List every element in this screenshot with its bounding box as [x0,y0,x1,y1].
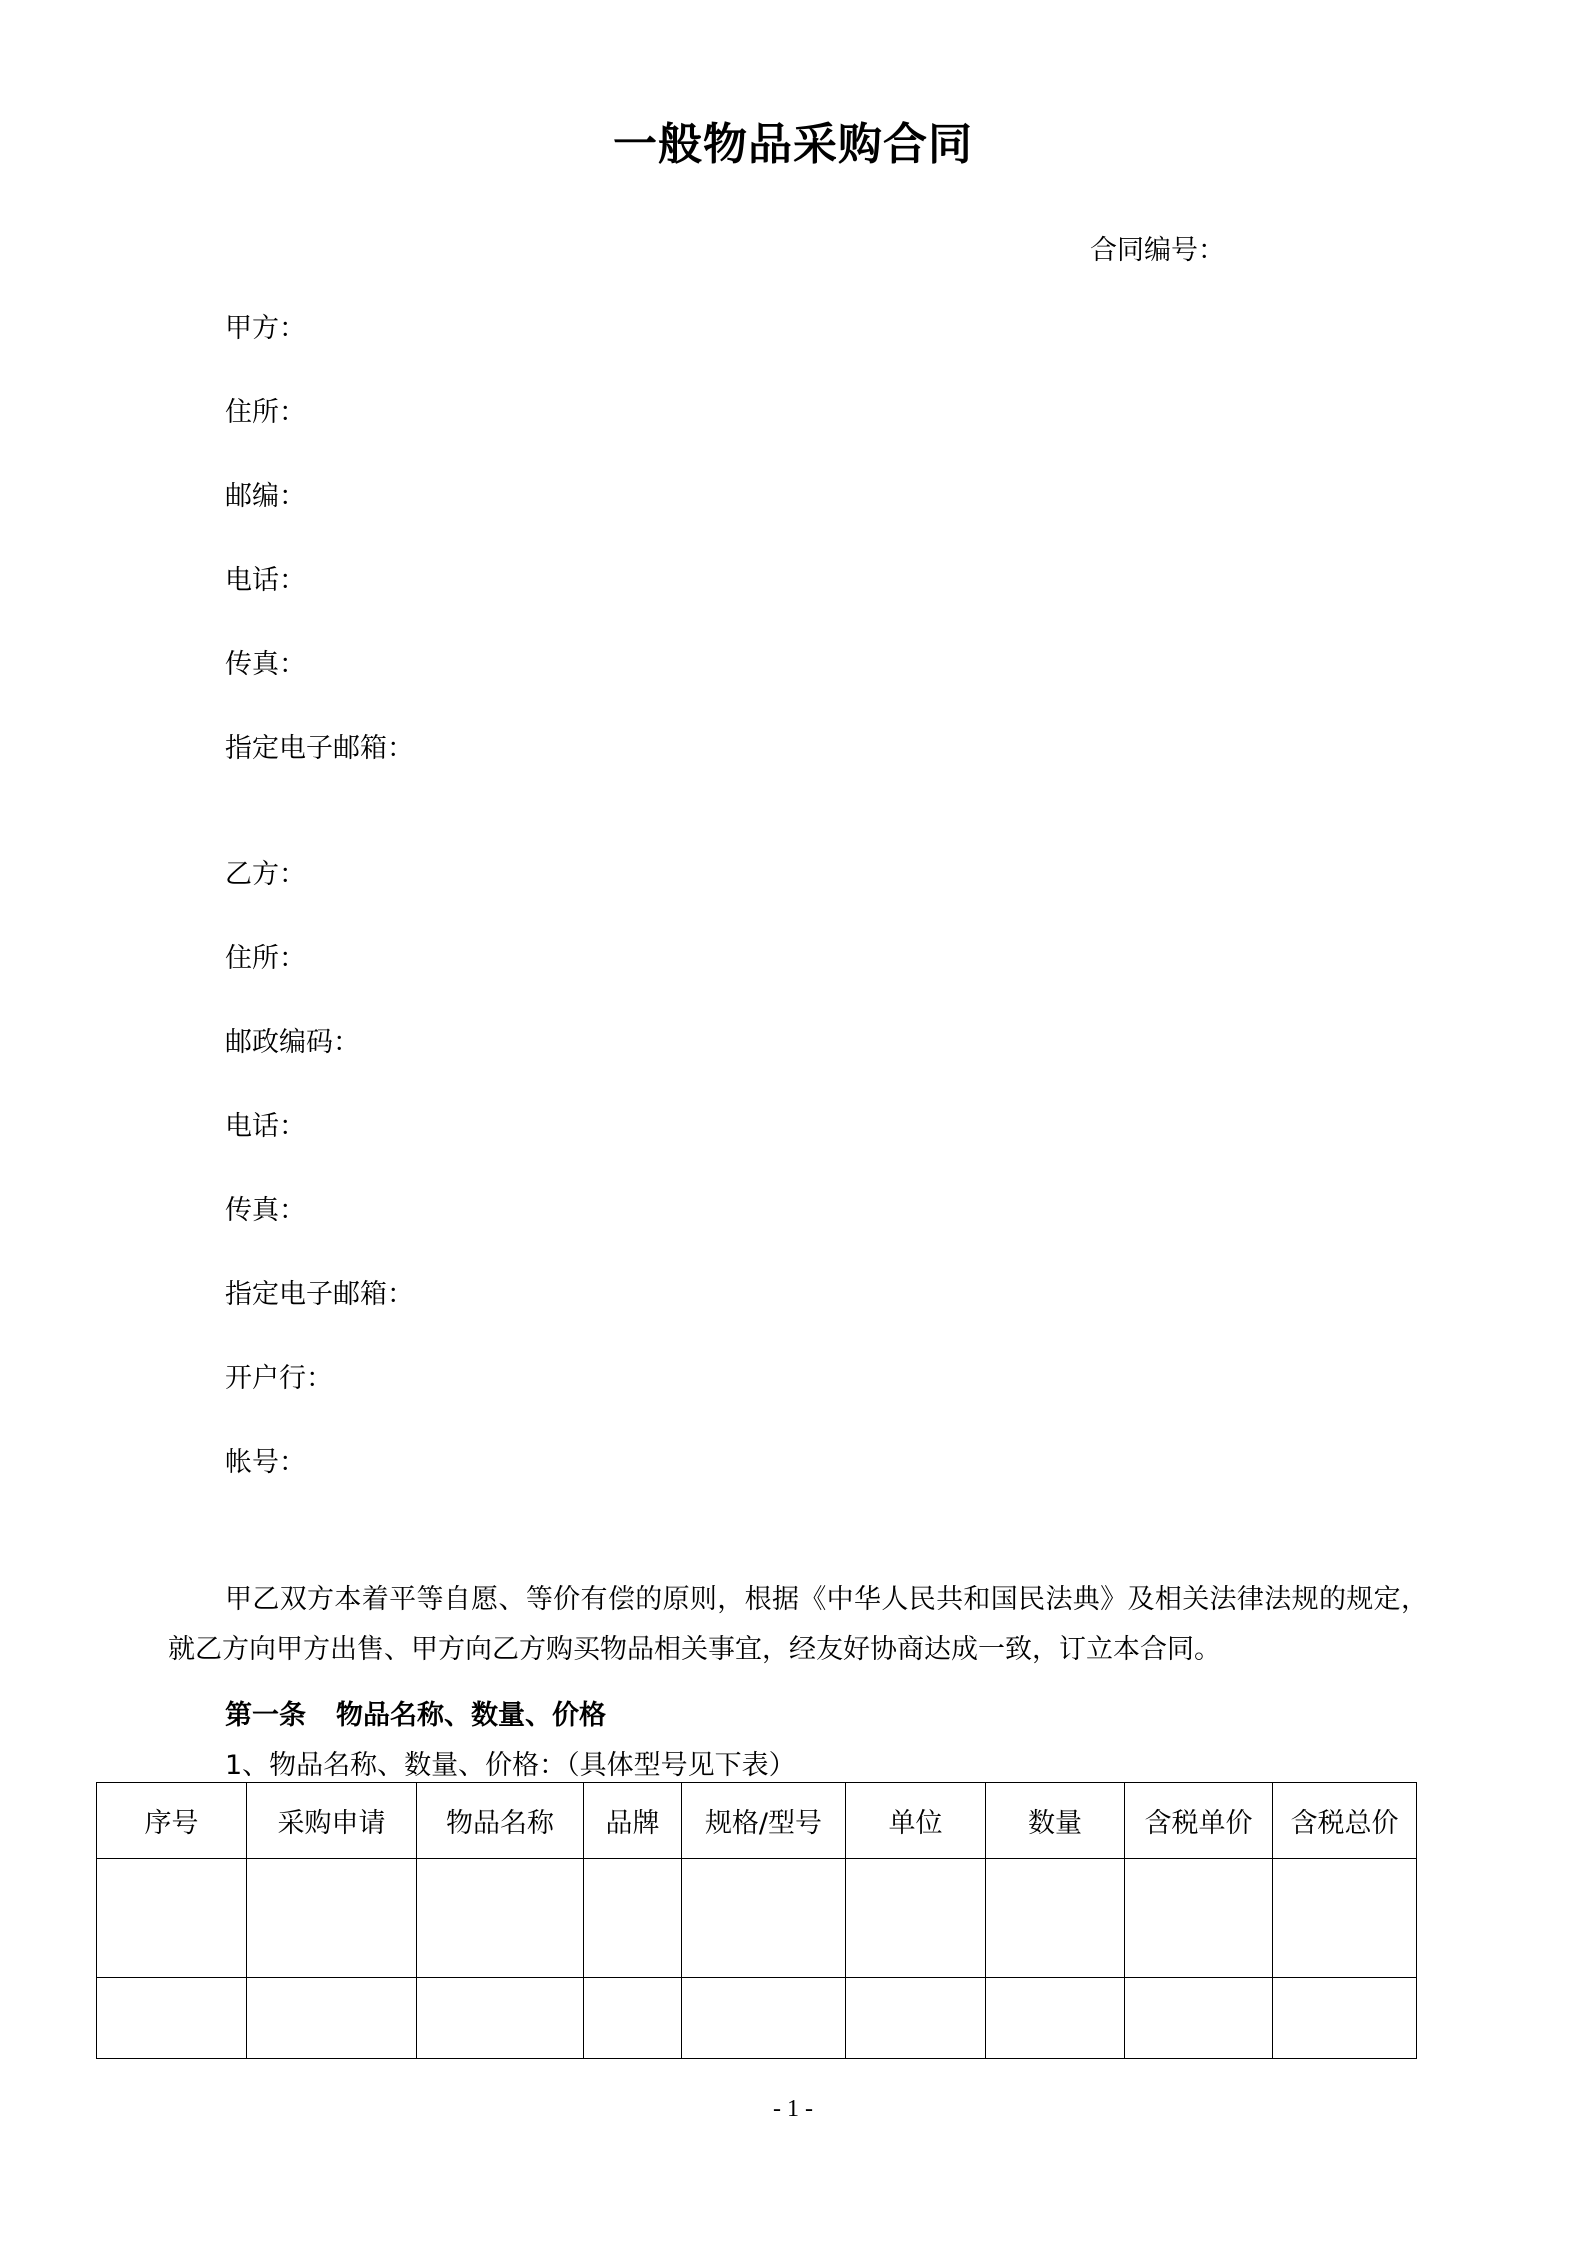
article-1-number: 第一条 [225,1700,306,1731]
table-row [97,1978,1417,2059]
table-cell [417,1859,584,1978]
table-cell [846,1859,986,1978]
table-cell [584,1978,682,2059]
party-a-fax-label: 传真： [225,649,306,680]
party-a-postcode-label: 邮编： [225,481,306,512]
party-b-address-label: 住所： [225,943,306,974]
table-cell [1125,1978,1273,2059]
party-b-name-label: 乙方： [225,859,306,890]
party-a-address-label: 住所： [225,397,306,428]
table-cell [846,1978,986,2059]
table-cell [986,1859,1125,1978]
party-b-email-label: 指定电子邮箱： [225,1279,414,1310]
table-cell [97,1859,247,1978]
column-header: 单位 [846,1783,986,1859]
table-row [97,1859,1417,1978]
document-title: 一般物品采购合同 [613,119,973,170]
table-cell [682,1859,846,1978]
party-a-name-label: 甲方： [225,313,306,344]
column-header: 含税总价 [1273,1783,1417,1859]
table-cell [1125,1859,1273,1978]
table-cell [97,1978,247,2059]
party-b-postcode-label: 邮政编码： [225,1027,360,1058]
column-header: 采购申请 [247,1783,417,1859]
column-header: 数量 [986,1783,1125,1859]
party-b-phone-label: 电话： [225,1111,306,1142]
article-1-item-1: 1、物品名称、数量、价格：（具体型号见下表） [225,1750,796,1781]
contract-number-label: 合同编号： [1090,235,1225,266]
table-cell [247,1859,417,1978]
preamble-paragraph: 甲乙双方本着平等自愿、等价有偿的原则，根据《中华人民共和国民法典》及相关法律法规的规定，就乙方向甲方出售、甲方向乙方购买物品相关事宜，经友好协商达成一致，订立本合同。 [168,1584,1428,1665]
column-header: 规格/型号 [682,1783,846,1859]
table-cell [682,1978,846,2059]
party-b-account-label: 帐号： [225,1447,306,1478]
table-cell [584,1859,682,1978]
column-header: 物品名称 [417,1783,584,1859]
table-cell [986,1978,1125,2059]
column-header: 品牌 [584,1783,682,1859]
table-cell [247,1978,417,2059]
party-b-fax-label: 传真： [225,1195,306,1226]
page-number: - 1 - [773,2096,813,2122]
table-header-row [97,1783,1417,1859]
column-header: 含税单价 [1125,1783,1273,1859]
party-b-bank-label: 开户行： [225,1363,333,1394]
table-cell [417,1978,584,2059]
article-1-heading [225,1693,606,1732]
table-cell [1273,1859,1417,1978]
party-a-phone-label: 电话： [225,565,306,596]
column-header: 序号 [97,1783,247,1859]
table-cell [1273,1978,1417,2059]
article-1-title: 物品名称、数量、价格 [336,1700,606,1731]
goods-table [96,1782,1417,2059]
party-a-email-label: 指定电子邮箱： [225,733,414,764]
